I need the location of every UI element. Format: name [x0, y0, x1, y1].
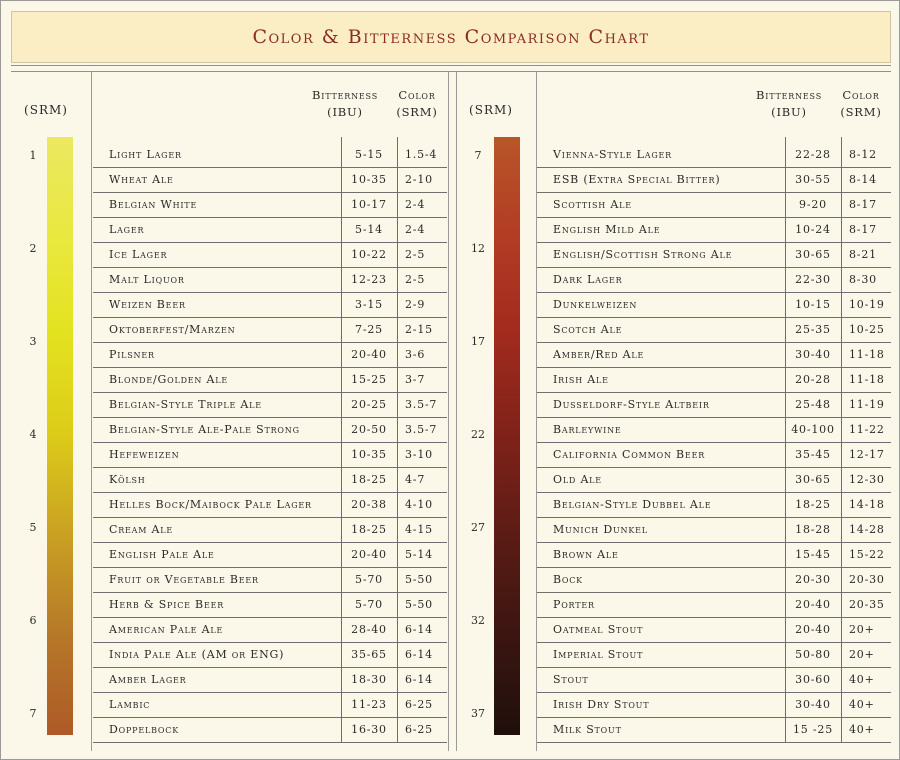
srm-range: 11-18 [849, 373, 885, 386]
beer-style-name: Lager [109, 223, 145, 236]
srm-scale-left [11, 71, 81, 751]
beer-style-name: Belgian-Style Ale-Pale Strong [109, 423, 300, 436]
srm-range: 3.5-7 [405, 398, 438, 411]
ibu-range: 18-30 [351, 673, 387, 686]
bitterness-header-line2: (IBU) [327, 105, 363, 119]
srm-range: 20-35 [849, 598, 885, 611]
srm-range: 20+ [849, 623, 875, 636]
table-row [537, 193, 891, 218]
beer-style-name: Oktoberfest/Marzen [109, 323, 236, 336]
beer-style-name: Stout [553, 673, 589, 686]
beer-style-name: Irish Ale [553, 373, 609, 386]
table-row [93, 393, 447, 418]
beer-style-name: Dunkelweizen [553, 298, 638, 311]
beer-table-right [537, 71, 891, 751]
table-row [93, 318, 447, 343]
color-header [833, 87, 889, 121]
srm-range: 20-30 [849, 573, 885, 586]
beer-style-name: Imperial Stout [553, 648, 644, 661]
ibu-range: 9-20 [799, 198, 827, 211]
srm-scale-label: 17 [471, 335, 485, 348]
srm-range: 6-14 [405, 623, 433, 636]
ibu-range: 15-25 [351, 373, 387, 386]
srm-scale-label: 6 [29, 614, 37, 627]
srm-range: 4-10 [405, 498, 433, 511]
beer-style-name: Light Lager [109, 148, 182, 161]
beer-style-name: Vienna-Style Lager [553, 148, 672, 161]
table-row [93, 443, 447, 468]
right-panel [456, 71, 891, 751]
table-row [93, 418, 447, 443]
table-row [537, 393, 891, 418]
beer-style-name: Doppelbock [109, 723, 179, 736]
ibu-range: 18-28 [795, 523, 831, 536]
bitterness-header-line2: (IBU) [771, 105, 807, 119]
table-row [537, 568, 891, 593]
srm-range: 2-5 [405, 273, 426, 286]
table-row [93, 368, 447, 393]
srm-range: 12-30 [849, 473, 885, 486]
srm-range: 6-25 [405, 698, 433, 711]
beer-style-name: Dark Lager [553, 273, 623, 286]
srm-scale-header: (SRM) [469, 103, 513, 117]
table-row [537, 243, 891, 268]
bitterness-header [309, 87, 381, 121]
srm-range: 11-22 [849, 423, 885, 436]
table-row [537, 343, 891, 368]
table-row [93, 668, 447, 693]
beer-style-name: American Pale Ale [109, 623, 224, 636]
beer-style-name: Herb & Spice Beer [109, 598, 225, 611]
srm-range: 10-25 [849, 323, 885, 336]
table-row [93, 343, 447, 368]
srm-range: 2-9 [405, 298, 426, 311]
srm-scale-label: 7 [474, 149, 482, 162]
ibu-range: 5-15 [355, 148, 383, 161]
table-row [537, 293, 891, 318]
srm-range: 15-22 [849, 548, 885, 561]
table-row [537, 518, 891, 543]
ibu-range: 25-35 [795, 323, 831, 336]
srm-range: 12-17 [849, 448, 885, 461]
table-row [537, 668, 891, 693]
beer-style-name: Milk Stout [553, 723, 622, 736]
ibu-range: 7-25 [355, 323, 383, 336]
ibu-range: 15 -25 [792, 723, 833, 736]
beer-style-name: Scottish Ale [553, 198, 632, 211]
ibu-range: 20-40 [795, 623, 831, 636]
table-row [93, 143, 447, 168]
beer-style-name: Kölsh [109, 473, 146, 486]
beer-style-name: Lambic [109, 698, 151, 711]
ibu-range: 18-25 [351, 473, 387, 486]
beer-style-name: Porter [553, 598, 595, 611]
srm-range: 8-17 [849, 198, 877, 211]
table-row [93, 718, 447, 743]
srm-range: 2-5 [405, 248, 426, 261]
table-row [537, 718, 891, 743]
beer-style-name: Brown Ale [553, 548, 619, 561]
color-header [389, 87, 445, 121]
beer-style-name: English/Scottish Strong Ale [553, 248, 733, 261]
srm-range: 3.5-7 [405, 423, 438, 436]
color-header-line1: Color [842, 88, 880, 102]
color-header-line1: Color [398, 88, 436, 102]
left-panel [11, 71, 447, 751]
table-row [537, 618, 891, 643]
beer-style-name: Cream Ale [109, 523, 174, 536]
beer-style-name: Dusseldorf-Style Altbeir [553, 398, 710, 411]
table-row [537, 443, 891, 468]
ibu-range: 10-35 [351, 448, 387, 461]
panel-separator [448, 71, 449, 751]
srm-range: 5-50 [405, 598, 433, 611]
ibu-range: 18-25 [351, 523, 387, 536]
srm-range: 6-25 [405, 723, 433, 736]
ibu-range: 12-23 [351, 273, 387, 286]
ibu-range: 3-15 [355, 298, 383, 311]
beer-style-name: Pilsner [109, 348, 155, 361]
table-row [93, 618, 447, 643]
table-row [537, 493, 891, 518]
ibu-range: 30-60 [795, 673, 831, 686]
beer-style-name: English Mild Ale [553, 223, 661, 236]
ibu-range: 30-40 [795, 348, 831, 361]
ibu-range: 30-40 [795, 698, 831, 711]
srm-range: 8-30 [849, 273, 877, 286]
beer-style-name: Belgian-Style Triple Ale [109, 398, 262, 411]
srm-range: 8-14 [849, 173, 877, 186]
srm-range: 11-18 [849, 348, 885, 361]
srm-range: 40+ [849, 723, 875, 736]
srm-range: 8-21 [849, 248, 877, 261]
ibu-range: 10-35 [351, 173, 387, 186]
beer-style-name: Oatmeal Stout [553, 623, 644, 636]
beer-style-name: Malt Liquor [109, 273, 185, 286]
bitterness-header-line1: Bitterness [756, 88, 822, 102]
srm-range: 20+ [849, 648, 875, 661]
ibu-range: 20-40 [351, 548, 387, 561]
beer-style-name: Amber Lager [109, 673, 187, 686]
table-row [93, 593, 447, 618]
srm-range: 14-28 [849, 523, 885, 536]
table-row [93, 193, 447, 218]
beer-style-name: Old Ale [553, 473, 602, 486]
beer-style-name: ESB (Extra Special Bitter) [553, 173, 721, 186]
srm-scale-label: 2 [29, 242, 37, 255]
bitterness-header-line1: Bitterness [312, 88, 378, 102]
table-row [93, 293, 447, 318]
table-row [93, 218, 447, 243]
srm-range: 2-4 [405, 223, 426, 236]
table-row [537, 368, 891, 393]
beer-style-name: Weizen Beer [109, 298, 186, 311]
table-row [93, 468, 447, 493]
ibu-range: 10-15 [795, 298, 831, 311]
ibu-range: 10-24 [795, 223, 831, 236]
srm-scale-label: 1 [29, 149, 37, 162]
ibu-range: 18-25 [795, 498, 831, 511]
beer-table-left [93, 71, 447, 751]
beer-style-name: Ice Lager [109, 248, 168, 261]
beer-style-name: Bock [553, 573, 583, 586]
srm-range: 11-19 [849, 398, 885, 411]
table-row [537, 643, 891, 668]
ibu-range: 30-65 [795, 473, 831, 486]
srm-range: 4-15 [405, 523, 433, 536]
srm-scale-right [456, 71, 526, 751]
ibu-range: 30-65 [795, 248, 831, 261]
srm-range: 6-14 [405, 673, 433, 686]
table-row [93, 518, 447, 543]
beer-style-name: Hefeweizen [109, 448, 180, 461]
beer-style-name: Irish Dry Stout [553, 698, 650, 711]
ibu-range: 11-23 [351, 698, 387, 711]
beer-style-name: Amber/Red Ale [553, 348, 645, 361]
beer-style-name: Belgian White [109, 198, 198, 211]
table-row [93, 243, 447, 268]
srm-range: 10-19 [849, 298, 885, 311]
ibu-range: 20-30 [795, 573, 831, 586]
bitterness-header [753, 87, 825, 121]
table-row [537, 168, 891, 193]
beer-style-name: Blonde/Golden Ale [109, 373, 229, 386]
srm-scale-label: 3 [29, 335, 37, 348]
srm-scale-label: 12 [471, 242, 485, 255]
ibu-range: 10-17 [351, 198, 387, 211]
table-row [93, 268, 447, 293]
srm-range: 4-7 [405, 473, 426, 486]
ibu-range: 40-100 [791, 423, 835, 436]
srm-range: 2-15 [405, 323, 433, 336]
beer-style-name: Fruit or Vegetable Beer [109, 573, 259, 586]
ibu-range: 35-45 [795, 448, 831, 461]
srm-scale-label: 32 [471, 614, 485, 627]
ibu-range: 5-70 [355, 598, 383, 611]
srm-scale-label: 4 [29, 428, 37, 441]
table-row [537, 593, 891, 618]
table-row [537, 218, 891, 243]
srm-range: 3-10 [405, 448, 433, 461]
table-row [93, 168, 447, 193]
divider [11, 65, 891, 66]
table-row [93, 643, 447, 668]
srm-scale-label: 27 [471, 521, 485, 534]
table-row [537, 268, 891, 293]
srm-range: 14-18 [849, 498, 885, 511]
panel-separator [91, 71, 92, 751]
ibu-range: 16-30 [351, 723, 387, 736]
beer-style-name: Barleywine [553, 423, 622, 436]
table-row [537, 468, 891, 493]
beer-style-name: English Pale Ale [109, 548, 215, 561]
ibu-range: 22-30 [795, 273, 831, 286]
table-row [537, 418, 891, 443]
srm-range: 8-12 [849, 148, 877, 161]
srm-scale-label: 22 [471, 428, 485, 441]
srm-range: 40+ [849, 698, 875, 711]
srm-range: 5-50 [405, 573, 433, 586]
table-row [537, 693, 891, 718]
table-row [93, 493, 447, 518]
ibu-range: 20-50 [351, 423, 387, 436]
srm-scale-header: (SRM) [24, 103, 68, 117]
srm-scale-label: 37 [471, 707, 485, 720]
table-row [93, 693, 447, 718]
title-bar [11, 11, 891, 63]
srm-range: 6-14 [405, 648, 433, 661]
srm-range: 3-6 [405, 348, 426, 361]
chart-title: Color & Bitterness Comparison Chart [252, 26, 650, 48]
beer-style-name: Wheat Ale [109, 173, 174, 186]
beer-style-name: India Pale Ale (AM or ENG) [109, 648, 285, 661]
ibu-range: 5-14 [355, 223, 383, 236]
srm-range: 1.5-4 [405, 148, 438, 161]
table-row [537, 143, 891, 168]
color-header-line2: (SRM) [840, 105, 882, 119]
ibu-range: 5-70 [355, 573, 383, 586]
ibu-range: 15-45 [795, 548, 831, 561]
srm-range: 2-4 [405, 198, 426, 211]
srm-scale-label: 7 [29, 707, 37, 720]
srm-scale-label: 5 [29, 521, 37, 534]
ibu-range: 28-40 [351, 623, 387, 636]
table-row [93, 543, 447, 568]
ibu-range: 20-40 [351, 348, 387, 361]
table-row [537, 543, 891, 568]
ibu-range: 20-25 [351, 398, 387, 411]
ibu-range: 22-28 [795, 148, 831, 161]
ibu-range: 50-80 [795, 648, 831, 661]
beer-style-name: Belgian-Style Dubbel Ale [553, 498, 712, 511]
ibu-range: 35-65 [351, 648, 387, 661]
srm-range: 5-14 [405, 548, 433, 561]
ibu-range: 25-48 [795, 398, 831, 411]
color-header-line2: (SRM) [396, 105, 438, 119]
srm-range: 8-17 [849, 223, 877, 236]
table-row [93, 568, 447, 593]
ibu-range: 30-55 [795, 173, 831, 186]
ibu-range: 20-40 [795, 598, 831, 611]
ibu-range: 20-38 [351, 498, 387, 511]
beer-style-name: Helles Bock/Maibock Pale Lager [109, 498, 312, 511]
srm-range: 40+ [849, 673, 875, 686]
ibu-range: 20-28 [795, 373, 831, 386]
beer-style-name: Scotch Ale [553, 323, 623, 336]
srm-range: 3-7 [405, 373, 426, 386]
table-row [537, 318, 891, 343]
ibu-range: 10-22 [351, 248, 387, 261]
beer-style-name: Munich Dunkel [553, 523, 648, 536]
srm-range: 2-10 [405, 173, 433, 186]
beer-style-name: California Common Beer [553, 448, 706, 461]
